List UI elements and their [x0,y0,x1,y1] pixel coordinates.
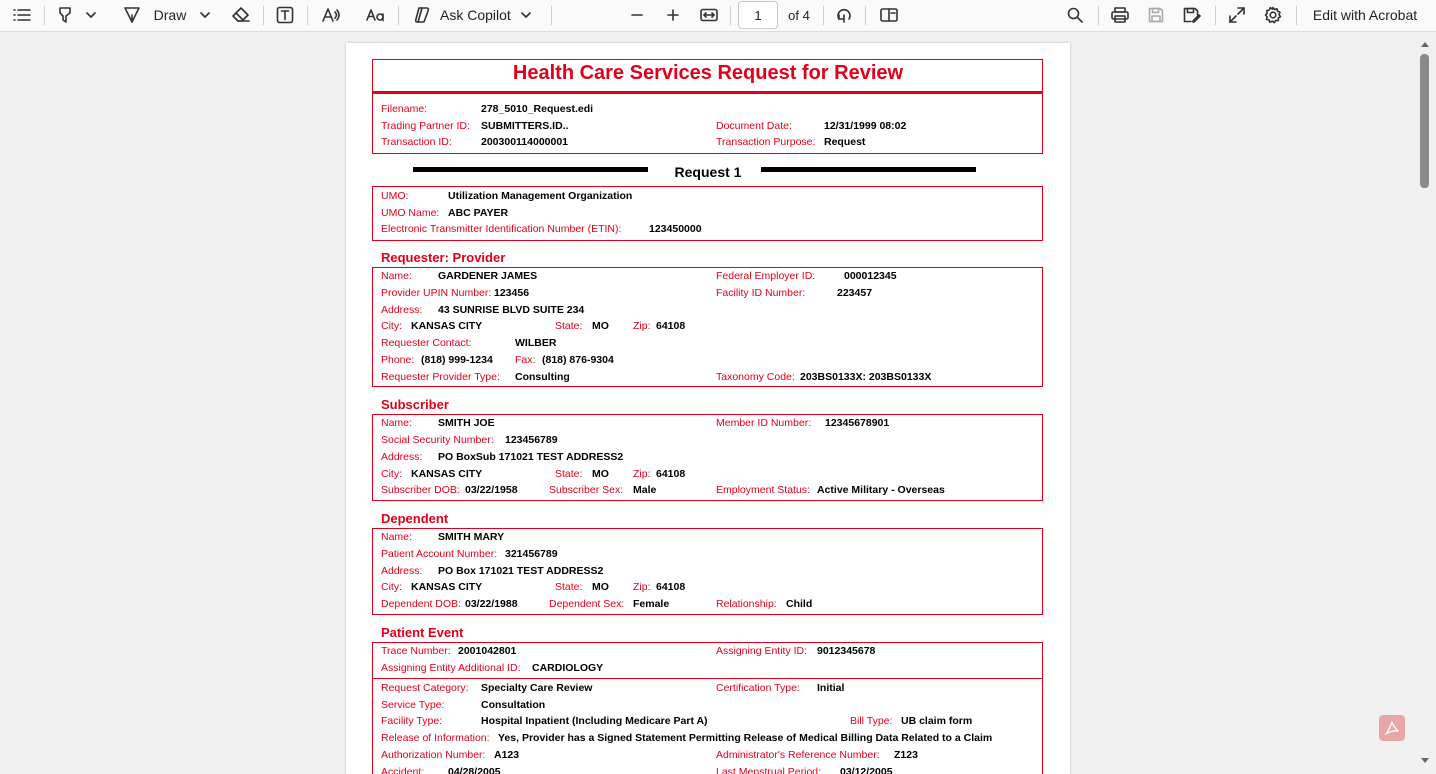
subscriber-zip-label: Zip: [633,468,651,480]
acrobat-icon[interactable] [1379,715,1405,741]
separator [551,6,552,25]
transaction-id-value: 200300114000001 [481,136,569,148]
dependent-heading: Dependent [381,511,449,526]
subscriber-dob-value: 03/22/1958 [465,484,518,496]
trace-number-value: 2001042801 [458,645,517,657]
separator [44,6,45,25]
subscriber-heading: Subscriber [381,397,449,412]
copilot-icon[interactable] [412,0,434,30]
separator [263,6,264,25]
trace-number-label: Trace Number: [381,645,451,657]
chevron-down-icon[interactable] [519,0,533,30]
dependent-city-label: City: [381,581,402,593]
service-type-label: Service Type: [381,699,445,711]
subscriber-sex-label: Subscriber Sex: [549,484,624,496]
subscriber-name-value: SMITH JOE [438,417,495,429]
assigning-entity-additional-label: Assigning Entity Additional ID: [381,662,521,674]
scrollbar-thumb[interactable] [1420,54,1429,188]
requester-address-value: 43 SUNRISE BLVD SUITE 234 [438,304,585,316]
request-title: Request 1 [674,164,742,180]
toolbar [0,0,1436,32]
dependent-dob-value: 03/22/1988 [465,598,518,610]
subscriber-name-label: Name: [381,417,412,429]
request-category-label: Request Category: [381,682,469,694]
title-divider [372,91,1043,94]
dependent-city-value: KANSAS CITY [411,581,483,593]
accident-value: 04/28/2005 [448,766,501,774]
subscriber-state-value: MO [592,468,609,480]
search-icon[interactable] [1064,0,1086,30]
subscriber-sex-value: Male [633,484,657,496]
admin-reference-value: Z123 [894,749,918,761]
highlight-icon[interactable] [54,0,76,30]
expand-icon[interactable] [1226,0,1248,30]
read-aloud-icon[interactable] [319,0,343,30]
pdf-page [346,43,1070,774]
requester-city-label: City: [381,320,402,332]
upin-label: Provider UPIN Number: [381,287,492,299]
chevron-down-icon[interactable] [84,0,98,30]
upin-value: 123456 [494,287,530,299]
requester-contact-value: WILBER [515,337,557,349]
save-icon[interactable] [1145,0,1167,30]
rotate-icon[interactable] [833,0,855,30]
provider-type-label: Requester Provider Type: [381,371,500,383]
edit-with-acrobat-label: Edit with Acrobat [1312,7,1418,23]
relationship-label: Relationship: [716,598,777,610]
dependent-sex-value: Female [633,598,670,610]
ssn-label: Social Security Number: [381,434,494,446]
facility-type-label: Facility Type: [381,715,443,727]
certification-type-value: Initial [817,682,845,694]
assigning-entity-value: 9012345678 [817,645,876,657]
text-box-icon[interactable] [274,0,296,30]
subscriber-dob-label: Subscriber DOB: [381,484,460,496]
fax-value: (818) 876-9304 [542,354,614,366]
request-category-value: Specialty Care Review [481,682,593,694]
dependent-name-value: SMITH MARY [438,531,505,543]
subscriber-state-label: State: [555,468,583,480]
draw-icon[interactable] [121,0,143,30]
patient-account-value: 321456789 [505,548,558,560]
release-info-label: Release of Information: [381,732,490,744]
umo-label: UMO: [381,190,409,202]
umo-name-label: UMO Name: [381,207,440,219]
event-divider [372,678,1043,679]
requester-city-value: KANSAS CITY [411,320,483,332]
trading-partner-label: Trading Partner ID: [381,120,470,132]
employment-status-value: Active Military - Overseas [817,484,945,496]
patient-account-label: Patient Account Number: [381,548,498,560]
dependent-state-value: MO [592,581,609,593]
save-as-icon[interactable] [1181,0,1203,30]
separator [398,6,399,25]
member-id-label: Member ID Number: [716,417,812,429]
subscriber-zip-value: 64108 [656,468,686,480]
separator [1215,6,1216,25]
ask-copilot-label: Ask Copilot [440,7,511,23]
taxonomy-label: Taxonomy Code: [716,371,795,383]
federal-employer-value: 000012345 [844,270,897,282]
document-date-value: 12/31/1999 08:02 [824,120,907,132]
subscriber-address-label: Address: [381,451,423,463]
assigning-entity-additional-value: CARDIOLOGY [532,662,604,674]
dependent-sex-label: Dependent Sex: [549,598,625,610]
scroll-up-icon[interactable] [1421,42,1429,47]
authorization-number-label: Authorization Number: [381,749,486,761]
dependent-zip-value: 64108 [656,581,686,593]
page-count [786,0,812,30]
requester-contact-label: Requester Contact: [381,337,472,349]
assigning-entity-label: Assigning Entity ID: [716,645,808,657]
subscriber-address-value: PO BoxSub 171021 TEST ADDRESS2 [438,451,624,463]
ssn-value: 123456789 [505,434,558,446]
dependent-address-label: Address: [381,565,423,577]
settings-icon[interactable] [1262,0,1284,30]
requester-state-value: MO [592,320,609,332]
accident-label: Accident: [381,766,425,774]
bill-type-label: Bill Type: [850,715,893,727]
separator [865,6,866,25]
requester-name-value: GARDENER JAMES [438,270,538,282]
admin-reference-label: Administrator's Reference Number: [716,749,880,761]
dependent-state-label: State: [555,581,583,593]
relationship-value: Child [786,598,813,610]
draw-button[interactable] [150,0,190,30]
subscriber-city-label: City: [381,468,402,480]
subscriber-city-value: KANSAS CITY [411,468,483,480]
page-view-icon[interactable] [878,0,900,30]
phone-value: (818) 999-1234 [421,354,493,366]
fit-width-icon[interactable] [698,0,720,30]
last-menstrual-period-label: Last Menstrual Period: [716,766,822,774]
service-type-value: Consultation [481,699,546,711]
eraser-icon[interactable] [230,0,252,30]
requester-heading: Requester: Provider [381,250,506,265]
request-rule-right [761,167,976,172]
dependent-zip-label: Zip: [633,581,651,593]
translate-icon[interactable] [364,0,388,30]
chevron-down-icon[interactable] [198,0,212,30]
requester-state-label: State: [555,320,583,332]
dependent-name-label: Name: [381,531,412,543]
federal-employer-label: Federal Employer ID: [716,270,816,282]
requester-zip-value: 64108 [656,320,686,332]
employment-status-label: Employment Status: [716,484,810,496]
certification-type-label: Certification Type: [716,682,800,694]
separator [730,6,731,25]
document-title: Health Care Services Request for Review [512,62,904,84]
provider-type-value: Consulting [515,371,570,383]
page-number-input[interactable] [738,1,778,29]
edit-with-acrobat-button[interactable] [1308,0,1422,30]
transaction-purpose-value: Request [824,136,866,148]
filename-label: Filename: [381,103,428,115]
phone-label: Phone: [381,354,415,366]
separator [1098,6,1099,25]
separator [307,6,308,25]
requester-zip-label: Zip: [633,320,651,332]
dependent-dob-label: Dependent DOB: [381,598,461,610]
umo-value: Utilization Management Organization [448,190,633,202]
facility-id-label: Facility ID Number: [716,287,806,299]
transaction-purpose-label: Transaction Purpose: [716,136,816,148]
ask-copilot-button[interactable] [440,0,514,30]
member-id-value: 12345678901 [825,417,890,429]
dependent-address-value: PO Box 171021 TEST ADDRESS2 [438,565,604,577]
requester-name-label: Name: [381,270,412,282]
patient-event-heading: Patient Event [381,625,464,640]
bill-type-value: UB claim form [901,715,973,727]
last-menstrual-period-value: 03/12/2005 [840,766,893,774]
etin-value: 123450000 [649,223,702,235]
zoom-in-icon[interactable] [662,0,684,30]
fax-label: Fax: [515,354,536,366]
trading-partner-value: SUBMITTERS.ID.. [481,120,569,132]
scroll-down-icon[interactable] [1421,758,1429,763]
draw-label: Draw [153,7,187,23]
authorization-number-value: A123 [494,749,520,761]
separator [1296,6,1297,25]
zoom-out-icon[interactable] [626,0,648,30]
page-count-label: of 4 [788,7,810,23]
contents-icon[interactable] [10,0,34,30]
document-date-label: Document Date: [716,120,792,132]
print-icon[interactable] [1109,0,1131,30]
taxonomy-value: 203BS0133X: 203BS0133X [800,371,932,383]
facility-id-value: 223457 [837,287,873,299]
etin-label: Electronic Transmitter Identification Number (ETIN): [381,223,622,235]
filename-value: 278_5010_Request.edi [481,103,594,115]
umo-name-value: ABC PAYER [448,207,509,219]
requester-address-label: Address: [381,304,423,316]
facility-type-value: Hospital Inpatient (Including Medicare Part A) [481,715,708,727]
transaction-id-label: Transaction ID: [381,136,452,148]
separator [823,6,824,25]
release-info-value: Yes, Provider has a Signed Statement Permitting Release of Medical Billing Data Related to a Claim [498,732,993,744]
